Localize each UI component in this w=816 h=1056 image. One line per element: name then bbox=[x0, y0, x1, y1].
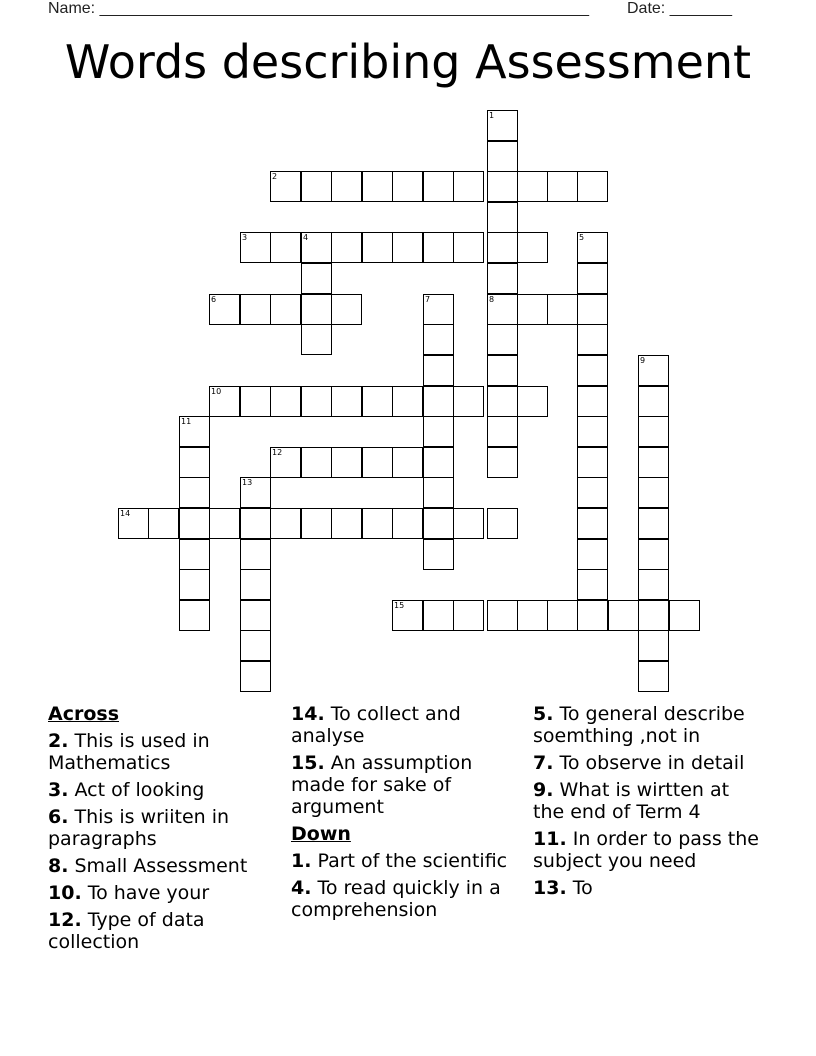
clue-text: Act of looking bbox=[74, 779, 205, 801]
clue-item bbox=[533, 752, 763, 774]
grid-cell[interactable] bbox=[669, 600, 700, 631]
grid-cell[interactable] bbox=[301, 171, 332, 202]
grid-cell[interactable] bbox=[423, 355, 454, 386]
grid-cell[interactable] bbox=[487, 355, 518, 386]
page-title: Words describing Assessment bbox=[64, 35, 752, 89]
grid-cell[interactable] bbox=[240, 569, 271, 600]
clue-item bbox=[48, 806, 280, 850]
clue-text: To bbox=[572, 877, 593, 899]
grid-cell[interactable] bbox=[209, 508, 240, 539]
clue-number-label: 14 bbox=[120, 509, 131, 518]
name-field: Name: _______________________________________________________ bbox=[48, 0, 589, 17]
clue-text: This is wriiten in paragraphs bbox=[48, 806, 230, 850]
grid-cell[interactable] bbox=[608, 600, 639, 631]
grid-cell[interactable] bbox=[638, 508, 669, 539]
grid-cell[interactable] bbox=[577, 508, 608, 539]
grid-cell[interactable] bbox=[301, 294, 332, 325]
clue-text: In order to pass the subject you need bbox=[533, 828, 759, 872]
grid-cell[interactable] bbox=[577, 569, 608, 600]
clue-number: 9. bbox=[533, 779, 554, 801]
clues-column-3 bbox=[533, 703, 763, 904]
clue-number-label: 5 bbox=[579, 233, 585, 242]
grid-cell[interactable] bbox=[179, 569, 210, 600]
grid-cell[interactable] bbox=[301, 324, 332, 355]
grid-cell[interactable] bbox=[638, 477, 669, 508]
clue-text: Part of the scientific bbox=[317, 850, 508, 872]
grid-cell[interactable] bbox=[487, 600, 518, 631]
grid-cell[interactable] bbox=[301, 263, 332, 294]
clue-number: 5. bbox=[533, 703, 554, 725]
clue-number-label: 11 bbox=[181, 417, 192, 426]
clue-number-label: 15 bbox=[394, 601, 405, 610]
grid-cell[interactable] bbox=[487, 232, 518, 263]
grid-cell[interactable] bbox=[179, 477, 210, 508]
clue-number: 2. bbox=[48, 730, 69, 752]
clue-number-label: 1 bbox=[489, 111, 495, 120]
clue-item bbox=[48, 855, 280, 877]
clue-item bbox=[533, 703, 763, 747]
grid-cell[interactable] bbox=[331, 232, 362, 263]
grid-cell[interactable] bbox=[487, 171, 518, 202]
grid-cell[interactable] bbox=[577, 324, 608, 355]
clue-number-label: 10 bbox=[211, 387, 222, 396]
grid-cell[interactable] bbox=[638, 386, 669, 417]
grid-cell[interactable] bbox=[577, 355, 608, 386]
grid-cell[interactable] bbox=[487, 324, 518, 355]
grid-cell[interactable] bbox=[577, 477, 608, 508]
clue-item bbox=[48, 909, 280, 953]
grid-cell[interactable] bbox=[638, 569, 669, 600]
grid-cell[interactable] bbox=[392, 171, 423, 202]
across-clue-list bbox=[48, 730, 280, 953]
grid-cell[interactable] bbox=[423, 232, 454, 263]
grid-cell[interactable] bbox=[240, 386, 271, 417]
grid-cell[interactable] bbox=[577, 263, 608, 294]
grid-cell[interactable] bbox=[517, 294, 548, 325]
grid-cell[interactable] bbox=[270, 232, 301, 263]
grid-cell[interactable] bbox=[638, 416, 669, 447]
clue-number-label: 12 bbox=[272, 448, 283, 457]
clue-text: Type of data collection bbox=[48, 909, 205, 953]
grid-cell[interactable] bbox=[638, 600, 669, 631]
grid-cell[interactable] bbox=[331, 386, 362, 417]
clue-item bbox=[291, 703, 523, 747]
grid-cell[interactable] bbox=[331, 508, 362, 539]
across-clue-list-continued bbox=[291, 703, 523, 818]
clue-number-label: 9 bbox=[640, 356, 646, 365]
grid-cell[interactable] bbox=[547, 171, 578, 202]
grid-cell[interactable] bbox=[362, 171, 393, 202]
clue-item bbox=[291, 877, 523, 921]
clue-item bbox=[48, 882, 280, 904]
grid-cell[interactable] bbox=[577, 171, 608, 202]
clue-number-label: 8 bbox=[489, 295, 495, 304]
grid-cell[interactable] bbox=[362, 386, 393, 417]
grid-cell[interactable] bbox=[423, 171, 454, 202]
grid-cell[interactable] bbox=[423, 416, 454, 447]
clue-number: 13. bbox=[533, 877, 567, 899]
date-field: Date: _______ bbox=[627, 0, 732, 17]
grid-cell[interactable] bbox=[392, 447, 423, 478]
grid-cell[interactable] bbox=[240, 600, 271, 631]
grid-cell[interactable] bbox=[392, 386, 423, 417]
clues-column-1 bbox=[48, 703, 280, 958]
down-clue-list bbox=[291, 850, 523, 921]
grid-cell[interactable] bbox=[270, 508, 301, 539]
grid-cell[interactable] bbox=[453, 508, 484, 539]
clue-number-label: 3 bbox=[242, 233, 248, 242]
clue-number-label: 2 bbox=[272, 172, 278, 181]
clue-item bbox=[291, 850, 523, 872]
clue-text: To observe in detail bbox=[559, 752, 745, 774]
clues-column-2 bbox=[291, 703, 523, 926]
grid-cell[interactable] bbox=[423, 600, 454, 631]
down-heading: Down bbox=[291, 823, 351, 845]
down-clue-list-continued bbox=[533, 703, 763, 899]
clue-text: To read quickly in a comprehension bbox=[291, 877, 501, 921]
grid-cell[interactable] bbox=[517, 600, 548, 631]
grid-cell[interactable] bbox=[577, 294, 608, 325]
grid-cell[interactable] bbox=[638, 661, 669, 692]
grid-cell[interactable] bbox=[179, 600, 210, 631]
grid-cell[interactable] bbox=[362, 508, 393, 539]
grid-cell[interactable] bbox=[301, 386, 332, 417]
grid-cell[interactable] bbox=[301, 508, 332, 539]
grid-cell[interactable] bbox=[270, 386, 301, 417]
grid-cell[interactable] bbox=[179, 447, 210, 478]
grid-cell[interactable] bbox=[487, 386, 518, 417]
clue-number-label: 7 bbox=[425, 295, 431, 304]
clue-item bbox=[48, 730, 280, 774]
grid-cell[interactable] bbox=[577, 386, 608, 417]
grid-cell[interactable] bbox=[453, 386, 484, 417]
grid-cell[interactable] bbox=[301, 447, 332, 478]
clue-number: 6. bbox=[48, 806, 69, 828]
grid-cell[interactable] bbox=[240, 661, 271, 692]
clue-text: To general describe soemthing ,not in bbox=[533, 703, 745, 747]
clue-text: This is used in Mathematics bbox=[48, 730, 210, 774]
grid-cell[interactable] bbox=[547, 600, 578, 631]
grid-cell[interactable] bbox=[240, 508, 271, 539]
grid-cell[interactable] bbox=[423, 539, 454, 570]
grid-cell[interactable] bbox=[517, 386, 548, 417]
grid-cell[interactable] bbox=[487, 263, 518, 294]
clue-number: 7. bbox=[533, 752, 554, 774]
clue-item bbox=[533, 877, 763, 899]
grid-cell[interactable] bbox=[577, 600, 608, 631]
grid-cell[interactable] bbox=[331, 447, 362, 478]
grid-cell[interactable] bbox=[423, 447, 454, 478]
clue-number: 11. bbox=[533, 828, 567, 850]
clue-number: 15. bbox=[291, 752, 325, 774]
clue-item bbox=[533, 828, 763, 872]
clue-item bbox=[291, 752, 523, 818]
clue-text: An assumption made for sake of argument bbox=[291, 752, 473, 818]
grid-cell[interactable] bbox=[240, 630, 271, 661]
clue-text: To collect and analyse bbox=[291, 703, 461, 747]
grid-cell[interactable] bbox=[423, 324, 454, 355]
grid-cell[interactable] bbox=[547, 294, 578, 325]
grid-cell[interactable] bbox=[487, 141, 518, 172]
clue-text: What is wirtten at the end of Term 4 bbox=[533, 779, 730, 823]
clue-number-label: 6 bbox=[211, 295, 217, 304]
clue-number: 1. bbox=[291, 850, 312, 872]
grid-cell[interactable] bbox=[487, 202, 518, 233]
grid-cell[interactable] bbox=[638, 447, 669, 478]
grid-cell[interactable] bbox=[179, 508, 210, 539]
grid-cell[interactable] bbox=[453, 600, 484, 631]
grid-cell[interactable] bbox=[240, 294, 271, 325]
clue-item bbox=[533, 779, 763, 823]
grid-cell[interactable] bbox=[453, 232, 484, 263]
clue-number-label: 13 bbox=[242, 478, 253, 487]
grid-cell[interactable] bbox=[487, 447, 518, 478]
grid-cell[interactable] bbox=[423, 477, 454, 508]
grid-cell[interactable] bbox=[240, 539, 271, 570]
clue-text: To have your bbox=[87, 882, 210, 904]
grid-cell[interactable] bbox=[517, 171, 548, 202]
grid-cell[interactable] bbox=[270, 294, 301, 325]
grid-cell[interactable] bbox=[331, 171, 362, 202]
grid-cell[interactable] bbox=[577, 447, 608, 478]
clue-number: 12. bbox=[48, 909, 82, 931]
clue-number: 10. bbox=[48, 882, 82, 904]
grid-cell[interactable] bbox=[453, 171, 484, 202]
clue-number: 4. bbox=[291, 877, 312, 899]
grid-cell[interactable] bbox=[362, 232, 393, 263]
grid-cell[interactable] bbox=[423, 508, 454, 539]
clue-item bbox=[48, 779, 280, 801]
grid-cell[interactable] bbox=[517, 232, 548, 263]
clue-number-label: 4 bbox=[303, 233, 309, 242]
grid-cell[interactable] bbox=[487, 508, 518, 539]
grid-cell[interactable] bbox=[638, 630, 669, 661]
grid-cell[interactable] bbox=[487, 416, 518, 447]
grid-cell[interactable] bbox=[392, 508, 423, 539]
grid-cell[interactable] bbox=[638, 539, 669, 570]
grid-cell[interactable] bbox=[392, 232, 423, 263]
grid-cell[interactable] bbox=[331, 294, 362, 325]
clue-number: 14. bbox=[291, 703, 325, 725]
grid-cell[interactable] bbox=[423, 386, 454, 417]
clue-number: 8. bbox=[48, 855, 69, 877]
grid-cell[interactable] bbox=[577, 539, 608, 570]
clue-text: Small Assessment bbox=[74, 855, 248, 877]
grid-cell[interactable] bbox=[179, 539, 210, 570]
clue-number: 3. bbox=[48, 779, 69, 801]
grid-cell[interactable] bbox=[148, 508, 179, 539]
across-heading: Across bbox=[48, 703, 120, 725]
grid-cell[interactable] bbox=[577, 416, 608, 447]
grid-cell[interactable] bbox=[362, 447, 393, 478]
